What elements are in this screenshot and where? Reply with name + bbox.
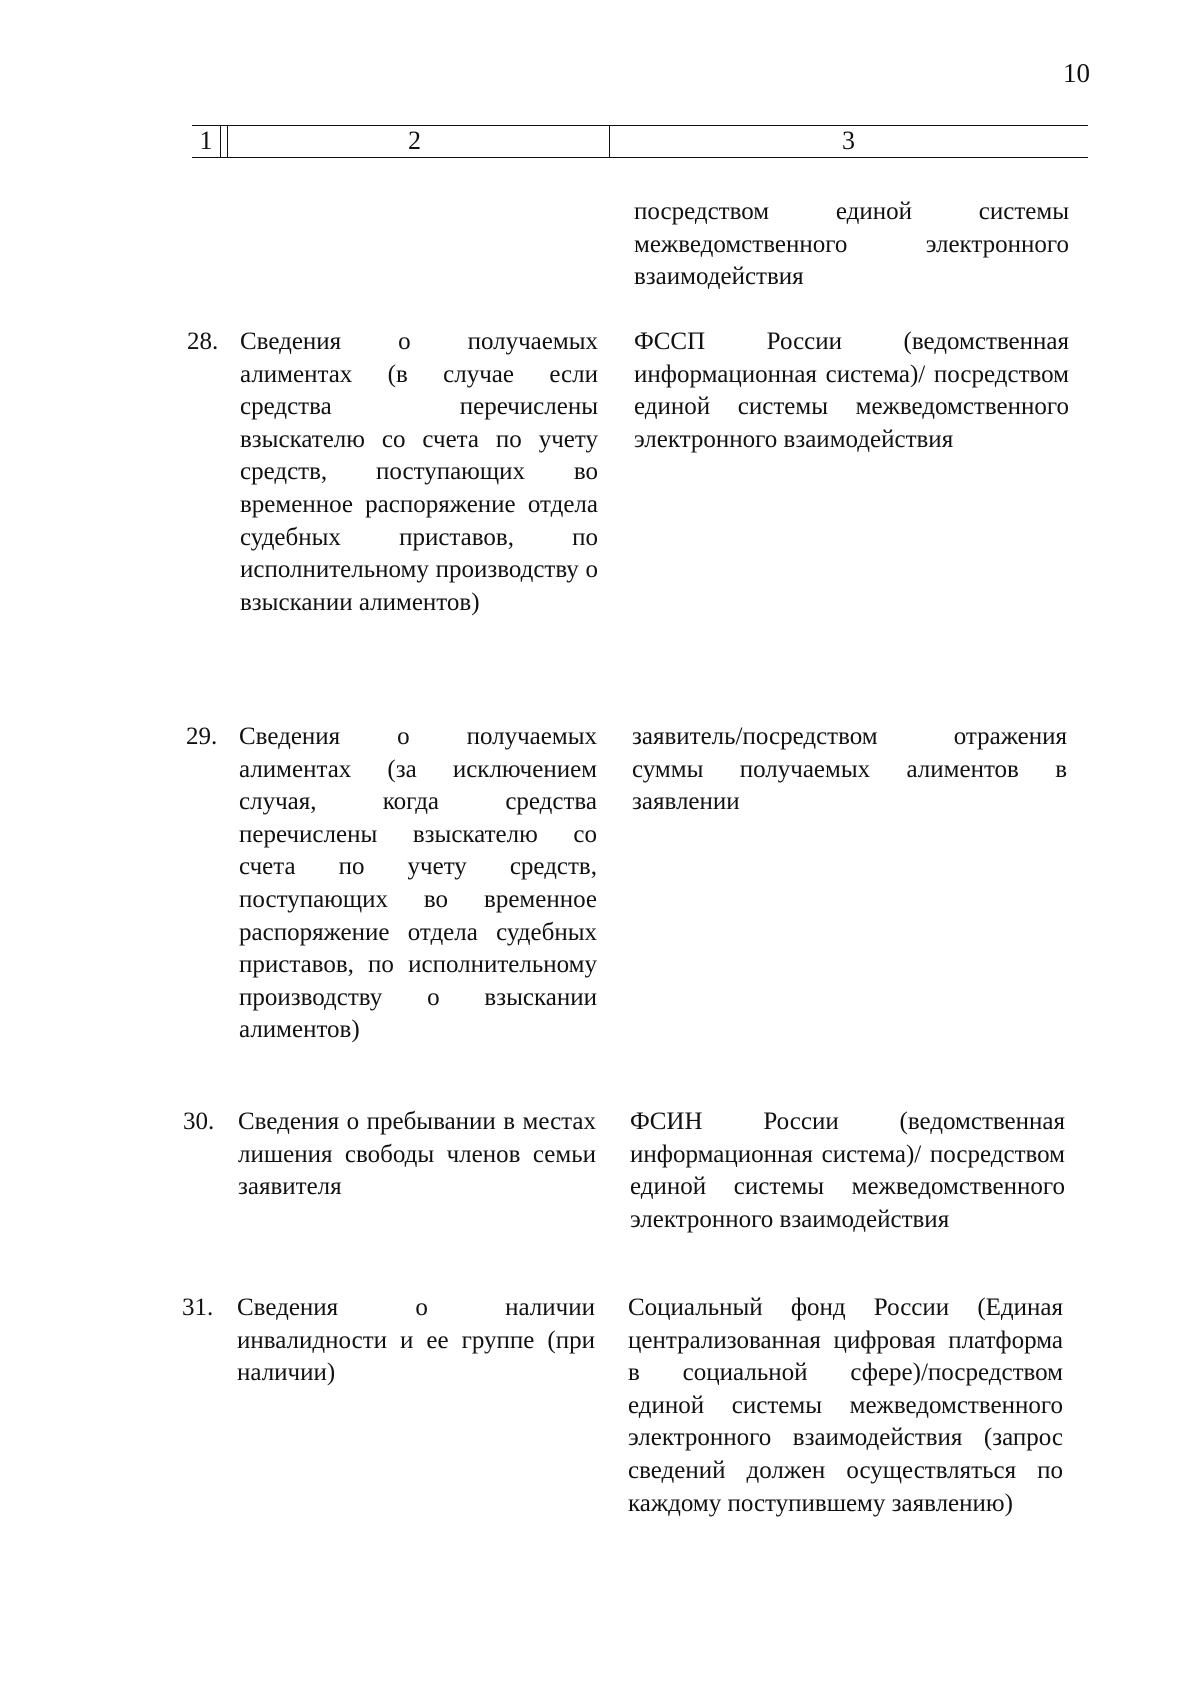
header-divider — [227, 126, 228, 157]
row-number: 31. — [182, 1294, 214, 1321]
row-number: 28. — [187, 328, 219, 355]
row-source-cell: ФССП России (ведомственная информационная система)/ посредством единой системы межведомственного электронного взаимодействия — [634, 328, 1069, 453]
row-description-cell: Сведения о пребывании в местах лишения свободы членов семьи заявителя — [238, 1108, 596, 1201]
table-header-col-2: 2 — [408, 126, 421, 155]
table-header-col-1: 1 — [199, 126, 213, 155]
header-divider — [220, 126, 221, 157]
table-header — [192, 125, 1088, 158]
row-description-cell: Сведения о получаемых алиментах (за исключением случая, когда средства перечислены взыскателю со счета по учету средств, поступающих во временное распоряжение отдела судебных приставов, по исполнительному производству о взыскании алиментов) — [239, 723, 597, 1044]
row-number: 29. — [186, 723, 218, 750]
row-source-cell: ФСИН России (ведомственная информационная система)/ посредством единой системы межведомственного электронного взаимодействия — [630, 1108, 1065, 1233]
page-number: 10 — [1063, 58, 1090, 88]
row-description-cell: Сведения о наличии инвалидности и ее группе (при наличии) — [237, 1294, 595, 1387]
row-number: 30. — [183, 1108, 215, 1135]
row-description-cell: Сведения о получаемых алиментах (в случае если средства перечислены взыскателю со счета по учету средств, поступающих во временное распоряжение отдела судебных приставов, по исполнительному производству о взыскании алиментов) — [240, 328, 598, 616]
header-divider — [609, 126, 610, 157]
row-source-cell: Социальный фонд России (Единая централизованная цифровая платформа в социальной сфере)/посредством единой системы межведомственного электронного взаимодействия (запрос сведений должен осуществляться по каждому поступившему заявлению) — [628, 1294, 1063, 1517]
row-source-cell: заявитель/посредством отражения суммы получаемых алиментов в заявлении — [632, 723, 1067, 816]
continuation-source-cell: посредством единой системы межведомственного электронного взаимодействия — [634, 198, 1069, 291]
table-header-col-3: 3 — [842, 126, 855, 155]
